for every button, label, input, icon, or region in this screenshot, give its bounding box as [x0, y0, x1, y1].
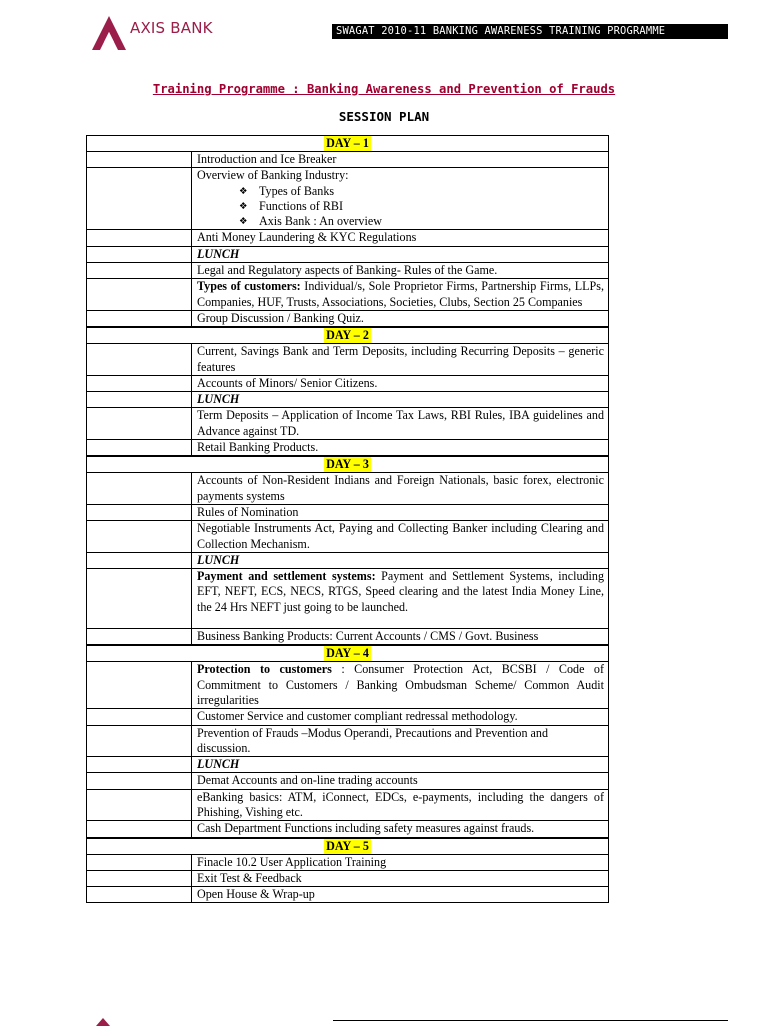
- session-row: [86, 662, 609, 709]
- time-cell: [87, 871, 192, 886]
- sub-topic: [197, 214, 604, 229]
- day-header-row: [86, 327, 609, 344]
- session-row: [86, 629, 609, 645]
- diamond-bullet-icon: ❖: [239, 200, 248, 212]
- time-cell: [87, 344, 192, 375]
- day-label: DAY – 3: [326, 457, 369, 472]
- sub-topic-text: Axis Bank : An overview: [259, 214, 382, 229]
- time-cell: [87, 662, 192, 708]
- session-text: Current, Savings Bank and Term Deposits, including Recurring Deposits – generic features: [197, 344, 604, 374]
- session-row: [86, 440, 609, 456]
- session-cell: [192, 855, 608, 870]
- time-cell: [87, 247, 192, 262]
- footer-logo-icon: [96, 1018, 110, 1026]
- session-row: [86, 821, 609, 837]
- session-text: Anti Money Laundering & KYC Regulations: [197, 230, 417, 245]
- session-text: Finacle 10.2 User Application Training: [197, 854, 387, 869]
- session-text: : Consumer Protection Act, BCSBI / Code of Commitment to Customers / Banking Ombudsman Scheme/ Common Audit irregularities: [197, 662, 604, 707]
- day-label: DAY – 5: [326, 838, 369, 853]
- session-cell: [192, 279, 608, 310]
- time-cell: [87, 473, 192, 504]
- lunch-row: [86, 247, 609, 263]
- session-row: [86, 521, 609, 553]
- session-text: Open House & Wrap-up: [197, 887, 315, 902]
- session-text: Prevention of Frauds –Modus Operandi, Precautions and Prevention and discussion.: [197, 725, 548, 755]
- session-cell: [192, 790, 608, 821]
- session-cell: [192, 152, 608, 167]
- footer-divider: [333, 1020, 728, 1021]
- session-cell: [192, 662, 608, 708]
- time-cell: [87, 629, 192, 644]
- time-cell: [87, 553, 192, 568]
- session-text: Legal and Regulatory aspects of Banking- Rules of the Game.: [197, 263, 498, 278]
- time-cell: [87, 408, 192, 439]
- day-header-row: [86, 135, 609, 152]
- session-cell: [192, 263, 608, 278]
- session-text: Accounts of Minors/ Senior Citizens.: [197, 375, 378, 390]
- time-cell: [87, 521, 192, 552]
- session-row: [86, 230, 609, 246]
- session-row: [86, 168, 609, 230]
- sub-topic: [197, 184, 604, 199]
- session-cell: [192, 569, 608, 628]
- time-cell: [87, 709, 192, 724]
- time-cell: [87, 392, 192, 407]
- session-plan-table: [86, 135, 609, 903]
- header-banner: SWAGAT 2010-11 BANKING AWARENESS TRAINING PROGRAMME: [332, 24, 728, 39]
- session-cell: [192, 168, 608, 229]
- lunch-label: LUNCH: [197, 246, 240, 261]
- lunch-row: [86, 757, 609, 773]
- session-text: Individual/s, Sole Proprietor Firms, Partnership Firms, LLPs, Companies, HUF, Trusts, Associations, Societies, Clubs, Section 25 Companies: [197, 279, 604, 309]
- time-cell: [87, 263, 192, 278]
- session-text: Rules of Nomination: [197, 504, 299, 519]
- session-text: Accounts of Non-Resident Indians and Foreign Nationals, basic forex, electronic payments systems: [197, 473, 604, 503]
- session-cell: [192, 473, 608, 504]
- session-cell: [192, 521, 608, 552]
- sub-topic-text: Types of Banks: [259, 183, 335, 198]
- session-row: [86, 569, 609, 629]
- day-header-row: [86, 838, 609, 855]
- session-row: [86, 344, 609, 376]
- sub-topic: [197, 199, 604, 214]
- time-cell: [87, 887, 192, 902]
- day-label: DAY – 2: [326, 328, 369, 343]
- session-cell: [192, 821, 608, 836]
- time-cell: [87, 790, 192, 821]
- axis-bank-logo-icon: [92, 16, 126, 50]
- lunch-label: LUNCH: [197, 757, 240, 772]
- session-cell: [192, 440, 608, 455]
- lunch-row: [86, 392, 609, 408]
- session-cell: [192, 726, 608, 757]
- session-text: Group Discussion / Banking Quiz.: [197, 310, 364, 325]
- session-topic-heading: Types of customers:: [197, 279, 301, 294]
- session-row: [86, 505, 609, 521]
- time-cell: [87, 569, 192, 628]
- session-text: Overview of Banking Industry:: [197, 168, 349, 183]
- session-row: [86, 887, 609, 903]
- time-cell: [87, 821, 192, 836]
- brand-name: AXIS BANK: [130, 19, 213, 37]
- session-cell: [192, 247, 608, 262]
- session-cell: [192, 505, 608, 520]
- session-row: [86, 773, 609, 789]
- time-cell: [87, 376, 192, 391]
- session-cell: [192, 871, 608, 886]
- session-cell: [192, 887, 608, 902]
- session-cell: [192, 392, 608, 407]
- day-label: DAY – 4: [326, 646, 369, 661]
- session-row: [86, 709, 609, 725]
- session-row: [86, 790, 609, 822]
- session-text: Business Banking Products: Current Accounts / CMS / Govt. Business: [197, 629, 539, 644]
- session-cell: [192, 408, 608, 439]
- diamond-bullet-icon: ❖: [239, 216, 248, 228]
- time-cell: [87, 279, 192, 310]
- session-row: [86, 871, 609, 887]
- time-cell: [87, 311, 192, 326]
- time-cell: [87, 773, 192, 788]
- sub-topic-text: Functions of RBI: [259, 198, 343, 213]
- time-cell: [87, 230, 192, 245]
- time-cell: [87, 440, 192, 455]
- session-row: [86, 408, 609, 440]
- session-row: [86, 152, 609, 168]
- lunch-row: [86, 553, 609, 569]
- time-cell: [87, 757, 192, 772]
- session-cell: [192, 773, 608, 788]
- session-text: Exit Test & Feedback: [197, 870, 302, 885]
- session-text: Term Deposits – Application of Income Tax Laws, RBI Rules, IBA guidelines and Advance against TD.: [197, 408, 604, 438]
- session-text: Retail Banking Products.: [197, 440, 319, 455]
- lunch-label: LUNCH: [197, 552, 240, 567]
- session-cell: [192, 311, 608, 326]
- session-row: [86, 855, 609, 871]
- session-text: eBanking basics: ATM, iConnect, EDCs, e-payments, including the dangers of Phishing, Vishing etc.: [197, 789, 604, 819]
- time-cell: [87, 855, 192, 870]
- lunch-label: LUNCH: [197, 392, 240, 407]
- time-cell: [87, 726, 192, 757]
- diamond-bullet-icon: ❖: [239, 185, 248, 197]
- session-cell: [192, 344, 608, 375]
- time-cell: [87, 168, 192, 229]
- time-cell: [87, 505, 192, 520]
- session-text: Cash Department Functions including safety measures against frauds.: [197, 821, 535, 836]
- session-cell: [192, 553, 608, 568]
- session-row: [86, 263, 609, 279]
- session-cell: [192, 376, 608, 391]
- programme-title: Training Programme : Banking Awareness and Prevention of Frauds: [152, 82, 616, 96]
- session-topic-heading: Protection to customers: [197, 662, 332, 677]
- session-cell: [192, 757, 608, 772]
- session-plan-title: SESSION PLAN: [338, 109, 430, 124]
- session-cell: [192, 230, 608, 245]
- session-row: [86, 311, 609, 327]
- time-cell: [87, 152, 192, 167]
- session-cell: [192, 709, 608, 724]
- day-header-row: [86, 645, 609, 662]
- axis-bank-logo: [92, 14, 232, 50]
- session-text: Customer Service and customer compliant redressal methodology.: [197, 709, 518, 724]
- day-label: DAY – 1: [326, 136, 369, 150]
- session-text: Payment and Settlement Systems, including EFT, NEFT, ECS, NECS, RTGS, Speed clearing and the latest India Money Line, the 24 Hrs NEFT just going to be launched.: [197, 569, 604, 614]
- session-row: [86, 726, 609, 758]
- session-text: Negotiable Instruments Act, Paying and Collecting Banker including Clearing and Collection Mechanism.: [197, 521, 604, 551]
- session-row: [86, 473, 609, 505]
- session-text: Introduction and Ice Breaker: [197, 152, 337, 166]
- session-text: Demat Accounts and on-line trading accounts: [197, 773, 418, 788]
- day-header-row: [86, 456, 609, 473]
- session-cell: [192, 629, 608, 644]
- session-row: [86, 279, 609, 311]
- session-topic-heading: Payment and settlement systems:: [197, 569, 376, 584]
- session-row: [86, 376, 609, 392]
